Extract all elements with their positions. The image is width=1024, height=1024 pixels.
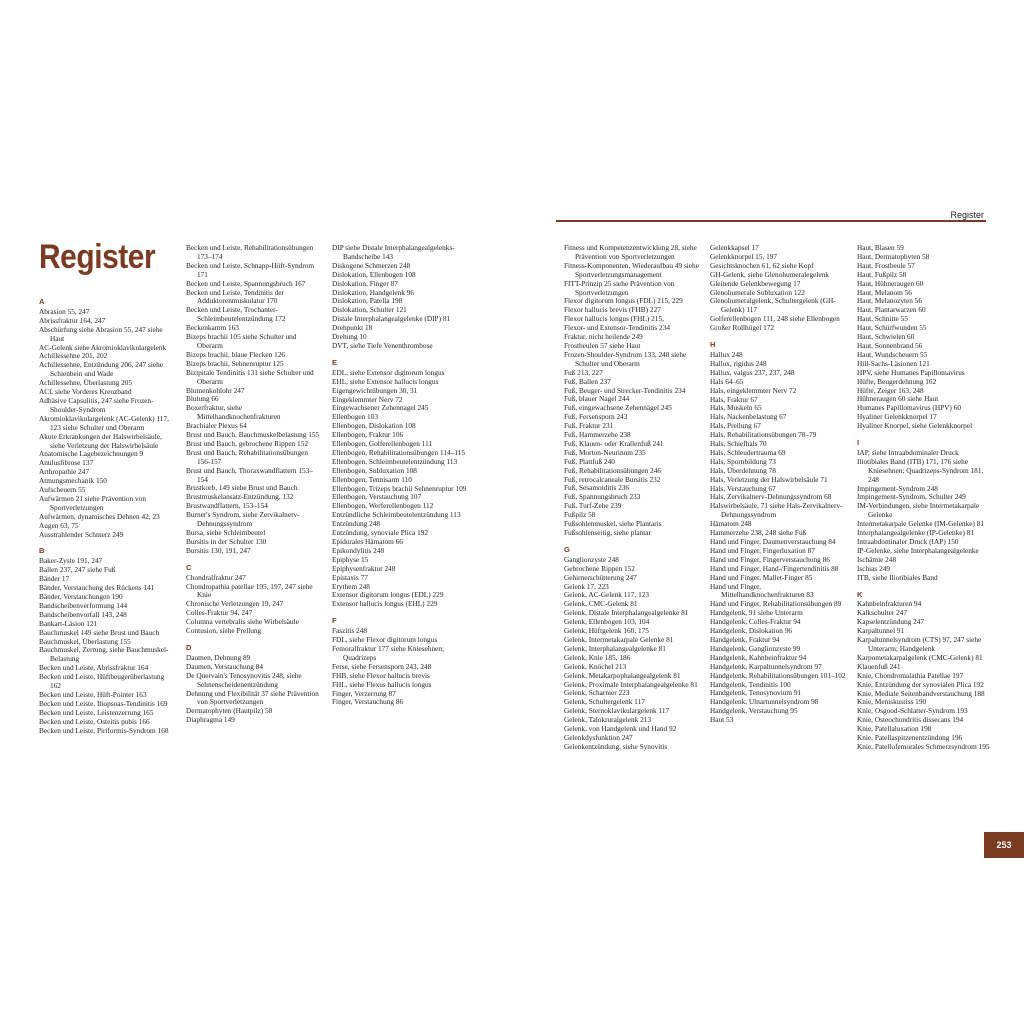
index-entry: Haut, Dermatophyten 58 xyxy=(857,251,930,261)
index-entry: Kalkschulter 247 xyxy=(857,608,908,618)
index-entry: Entzündliche Schleimbeutelentzündung 113 xyxy=(332,510,461,520)
index-entry: Handgelenk, Tendinitis 100 xyxy=(710,679,791,689)
index-entry: Bauchmuskel 149 siehe Brust und Bauch xyxy=(39,627,160,637)
index-entry: Ellenbogen, Subluxation 108 xyxy=(332,465,417,475)
index-entry: Columna vertebralis siehe Wirbelsäule xyxy=(186,617,299,627)
book-page xyxy=(0,166,1024,858)
index-entry: Fitness und Kompetenzentwicklung 28, siehe Prävention von Sportverletzungen xyxy=(564,243,697,261)
index-entry: Handgelenk, Verstauchung 95 xyxy=(710,706,798,716)
index-entry: Becken und Leiste, Schnapp-Hüft-Syndrom 171 xyxy=(186,260,315,279)
index-entry: Fuß, Spannungsbruch 233 xyxy=(564,492,641,502)
index-entry: Intermetakarpale Gelenke (IM-Gelenke) 81 xyxy=(857,519,985,529)
index-entry: Baker-Zyste 191, 247 xyxy=(39,556,103,566)
index-letter-heading: H xyxy=(710,340,716,350)
index-entry: Großer Rollhügel 172 xyxy=(710,323,775,333)
index-entry: Eingeklemmter Nerv 72 xyxy=(332,394,403,404)
index-entry: AC-Gelenk siehe Akromioklavikulargelenk xyxy=(39,342,167,352)
index-entry: Brust und Bauch, Rehabilitationsübungen 156-157 xyxy=(186,447,309,466)
index-entry: Fuß, Fraktur 231 xyxy=(564,421,614,431)
index-entry: Fraktur, nicht heilende 249 xyxy=(564,332,643,342)
index-entry: Hals, Rehabilitationsübungen 78–79 xyxy=(710,430,817,440)
index-entry: Handgelenk, Rehabilitationsübungen 101–102 xyxy=(710,670,846,680)
index-entry: Bizipitale Tendinitis 131 siehe Schulter und Oberarm xyxy=(186,367,314,386)
index-entry: Hals, Verletzung der Halswirbelsäule 71 xyxy=(710,474,828,484)
index-entry: Gelenk, CMC-Gelenk 81 xyxy=(564,599,638,609)
index-column-1 xyxy=(39,298,175,736)
index-entry: Achillessehne, Überlastung 205 xyxy=(39,378,133,388)
index-entry: Hämatom 248 xyxy=(710,519,752,529)
index-entry: Hill-Sachs-Läsionen 121 xyxy=(857,358,930,368)
index-entry: Achillessehne 201, 202 xyxy=(39,351,108,361)
index-entry: Gelenk, Scharnier 223 xyxy=(564,688,630,698)
index-entry: Handgelenk, 91 siehe Unterarm xyxy=(710,608,803,618)
index-entry: Akromioklavikulargelenk (AC-Gelenk) 117, 123 siehe Schulter und Oberarm xyxy=(39,413,169,432)
index-entry: Impingement-Syndrom 248 xyxy=(857,483,938,493)
index-entry: Hallux, valgus 237, 237, 248 xyxy=(710,367,795,377)
index-entry: Gelenkknorpel 15, 197 xyxy=(710,251,778,261)
index-entry: Gelenk, Knöchel 213 xyxy=(564,661,627,671)
index-entry: Fuß, Klauen- oder Krallenfuß 241 xyxy=(564,438,664,448)
index-entry: Ischias 249 xyxy=(857,563,891,573)
page-title: Register xyxy=(39,238,156,276)
index-entry: Distale Interphalangealgelenke (DIP) 81 xyxy=(332,314,451,324)
index-entry: Handgelenk, Tenosynovium 91 xyxy=(710,688,802,698)
index-entry: Faszitis 248 xyxy=(332,626,368,636)
index-entry: Ausstrahlender Schmerz 249 xyxy=(39,529,124,539)
index-entry: Hüfte, Beugerdehnung 162 xyxy=(857,376,937,386)
index-entry: Blutung 66 xyxy=(186,394,219,404)
index-entry: Becken und Leiste, Osteitis pubis 166 xyxy=(39,716,150,726)
index-entry: Haut, Schwielen 60 xyxy=(857,332,915,342)
index-entry: Knie, Patellaluxation 198 xyxy=(857,724,932,734)
index-entry: FITT-Prinzip 25 siehe Prävention von Sportverletzungen xyxy=(564,278,675,297)
index-entry: Handgelenk, Ulnartunnelsyndrom 98 xyxy=(710,697,819,707)
index-letter-heading: A xyxy=(39,297,45,306)
index-entry: Gelenk, Talokruralgelenk 213 xyxy=(564,715,652,725)
index-entry: Knie, Patellofemorales Schmerzsyndrom 195 xyxy=(857,741,990,751)
index-entry: Dislokation, Schulter 121 xyxy=(332,305,407,315)
index-entry: Hallux 248 xyxy=(710,349,743,359)
index-entry: Chondropathia patellae 195, 197, 247 siehe Knie xyxy=(186,581,313,600)
index-entry: Adhäsive Capsulitis, 247 siehe Frozen-Shoulder-Syndrom xyxy=(39,395,154,414)
index-column-6 xyxy=(857,244,993,752)
index-entry: De Quervain's Tenosynovitis 248, siehe Sehnenscheidenentzündung xyxy=(186,670,302,689)
index-entry: Fuß, blauer Nagel 244 xyxy=(564,394,630,404)
index-entry: Ellenbogen, Tennisarm 110 xyxy=(332,474,412,484)
index-entry: Hals, Schiefhals 70 xyxy=(710,439,767,449)
index-column-5 xyxy=(710,244,846,725)
index-entry: Gelenk, Proximale Interphalangealgelenke 81 xyxy=(564,679,698,689)
index-entry: IP-Gelenke, siehe Interphalangealgelenke xyxy=(857,545,979,555)
index-entry: Becken und Leiste, Leistenzerrung 165 xyxy=(39,707,154,717)
index-letter-heading: K xyxy=(857,589,863,599)
index-entry: Gelenk, Metakarpophalangealgelenk 81 xyxy=(564,670,681,680)
index-entry: Abrasion 55, 247 xyxy=(39,306,90,316)
index-entry: Ganglionzyste 248 xyxy=(564,554,619,564)
index-entry: Diskogene Schmerzen 248 xyxy=(332,260,411,270)
index-entry: Klauenfuß 241 xyxy=(857,661,901,671)
index-entry: Bänder, Verstauchungen 190 xyxy=(39,592,123,601)
index-entry: Augen 63, 75 xyxy=(39,520,79,530)
index-entry: Bänder 17 xyxy=(39,574,70,584)
index-entry: Bankart-Läsion 121 xyxy=(39,618,98,628)
index-entry: Karpaltunnel 91 xyxy=(857,626,905,636)
index-entry: Gelenk, Distale Interphalangealgelenke 81 xyxy=(564,608,689,618)
index-entry: Finger, Verstauchung 86 xyxy=(332,697,404,707)
index-entry: Fuß, Hammerzehe 238 xyxy=(564,430,631,440)
page-number: 253 xyxy=(996,840,1012,850)
index-entry: Arthropathie 247 xyxy=(39,467,90,477)
index-entry: Beckenkamm 163 xyxy=(186,323,239,333)
index-entry: Knie, Osgood-Schlatter-Syndrom 193 xyxy=(857,706,968,716)
index-entry: Hals, Fraktur 67 xyxy=(710,394,758,404)
index-entry: Entzündung, synoviale Plica 192 xyxy=(332,528,429,538)
index-entry: Fuß, Beuger- und Strecker-Tendinitis 234 xyxy=(564,385,686,395)
index-entry: Fuß, Sesamoiditis 236 xyxy=(564,483,630,493)
index-entry: Extensor hallucis longus (EHL) 229 xyxy=(332,599,438,609)
index-entry: Brachialer Plexus 64 xyxy=(186,421,247,431)
index-entry: Gelenkentzündung, siehe Synovitis xyxy=(564,741,668,751)
index-entry: Bizeps brachii, Sehnenruptur 125 xyxy=(186,358,284,368)
index-entry: Brust und Bauch, gebrochene Rippen 152 xyxy=(186,438,308,448)
index-entry: Fuß, Turf-Zehe 239 xyxy=(564,501,622,511)
index-entry: EHL, siehe Extensor hallucis longus xyxy=(332,376,439,386)
index-entry: Dehnung und Flexibilität 37 siehe Prävention von Sportverletzungen xyxy=(186,688,319,707)
index-entry: Haut, Blasen 59 xyxy=(857,243,904,252)
index-entry: Hand und Finger, Rehabilitationsübungen 89 xyxy=(710,599,842,609)
index-entry: Ellenbogen 103 xyxy=(332,412,379,422)
index-entry: Haut, Frostbeule 57 xyxy=(857,260,915,270)
index-entry: Fuß, Morton-Neurinom 235 xyxy=(564,447,646,457)
index-entry: Daumen, Dehnung 89 xyxy=(186,652,251,662)
index-entry: Hühneraugen 60 siehe Haut xyxy=(857,394,939,404)
index-entry: Hals, Zervikalnerv-Dehnungssyndrom 68 xyxy=(710,492,832,502)
index-entry: Hals, Muskeln 65 xyxy=(710,403,762,413)
index-entry: Becken und Leiste, Hüftbeugerüberlastung 162 xyxy=(39,672,165,691)
index-entry: Kahnbeinfrakturen 94 xyxy=(857,599,922,609)
index-entry: Haut, Schnitte 55 xyxy=(857,314,908,324)
index-entry: DVT, siehe Tiefe Venenthrombose xyxy=(332,340,433,350)
index-entry: Contusion, siehe Prellung xyxy=(186,626,262,636)
index-entry: Haut 53 xyxy=(710,715,734,725)
index-entry: Hüfte, Zeiger 163, 248 xyxy=(857,385,924,395)
index-entry: ITB, siehe Iliotibiales Band xyxy=(857,572,938,582)
index-entry: Hand und Finger, Mallet-Finger 85 xyxy=(710,572,813,582)
index-entry: Frostbeulen 57 siehe Haut xyxy=(564,340,641,350)
index-entry: Hals, Nackenbelastung 67 xyxy=(710,412,787,422)
index-entry: Handgelenk, Kahnbeinfraktur 94 xyxy=(710,652,807,662)
index-letter-heading: E xyxy=(332,357,338,367)
index-letter-heading: B xyxy=(39,546,45,556)
index-entry: Fußsohlenmuskel, siehe Plantaris xyxy=(564,519,662,529)
index-entry: Handgelenk, Ganglionzyste 99 xyxy=(710,643,801,653)
index-entry: Hals, Überdehnung 78 xyxy=(710,465,776,475)
index-entry: Drehpunkt 18 xyxy=(332,323,373,333)
index-entry: Interphalangealgelenke (IP-Gelenke) 81 xyxy=(857,528,975,538)
index-entry: Flexor hallucis brevis (FHB) 227 xyxy=(564,305,661,315)
index-entry: Anatomische Lagebezeichnungen 9 xyxy=(39,449,144,459)
index-letter-heading: G xyxy=(564,544,570,554)
index-entry: Femoralfraktur 177 siehe Kniesehnen; Quadrizeps xyxy=(332,643,445,662)
index-entry: Fußpilz 58 xyxy=(564,510,596,520)
running-header: Register xyxy=(950,210,984,220)
index-entry: Gebrochene Rippen 152 xyxy=(564,563,635,573)
index-entry: Bursitis 130, 191, 247 xyxy=(186,545,251,555)
index-entry: Brust und Bauch, Thoraxwandflattern 153–154 xyxy=(186,465,313,484)
index-entry: Hyaliner Gelenkknorpel 17 xyxy=(857,412,937,422)
index-entry: Gesichtsknochen 61, 62 siehe Kopf xyxy=(710,260,814,270)
index-entry: Fuß, Plattfuß 240 xyxy=(564,456,615,466)
index-entry: Ellenbogen, Schleimbeutelentzündung 113 xyxy=(332,456,458,466)
index-entry: Chronische Verletzungen 19, 247 xyxy=(186,599,284,609)
index-entry: Eingewachsener Zehennagel 245 xyxy=(332,403,429,413)
index-entry: Gehirnerschütterung 247 xyxy=(564,572,637,582)
index-entry: Hand und Finger, Daumenverstauchung 84 xyxy=(710,537,836,546)
index-entry: Hals, Verstauchung 67 xyxy=(710,483,776,493)
index-entry: Gelenk, Hüftgelenk 160, 175 xyxy=(564,626,649,636)
index-entry: Becken und Leiste, Trochanter-Schleimbeutelentzündung 172 xyxy=(186,305,286,324)
index-entry: Diaphragma 149 xyxy=(186,715,235,725)
index-entry: Knie, Mediale Seitenbandverstauchung 188 xyxy=(857,688,985,698)
index-entry: Glenohumeralgelenk, Schultergelenk (GH-Gelenk) 117 xyxy=(710,296,836,315)
index-entry: DIP siehe Distale Interphalangealgelenks-Bandscheibe 143 xyxy=(332,243,455,261)
index-entry: Handgelenk, Fraktur 94 xyxy=(710,634,780,644)
index-entry: Ellenbogen, Dislokation 108 xyxy=(332,421,416,431)
index-entry: Becken und Leiste, Rehabilitationsübungen 173–174 xyxy=(186,243,314,261)
index-entry: Finger, Verzerrung 87 xyxy=(332,688,396,698)
index-entry: Flexor hallucis longus (FHL) 215, xyxy=(564,314,664,324)
index-entry: Hand und Finger, Hand-/Fingertendinitis 88 xyxy=(710,563,839,573)
index-entry: Bänder, Verstauchung des Rückens 141 xyxy=(39,583,155,593)
index-entry: Dislokation, Finger 87 xyxy=(332,278,398,288)
index-entry: FHB, siehe Flexor hallucis brevis xyxy=(332,670,430,680)
index-entry: GH-Gelenk, siehe Glenohumeralegelenk xyxy=(710,269,829,279)
index-entry: Hand und Finger, Fingerverstauchung 86 xyxy=(710,554,830,564)
index-entry: Gelenk, AC-Gelenk 117, 123 xyxy=(564,590,650,600)
index-entry: Achillessehne, Entzündung 206, 247 siehe Schienbein und Wade xyxy=(39,360,164,379)
index-entry: Knie, Meniskusriss 190 xyxy=(857,697,927,707)
index-entry: Epidurales Hämatom 66 xyxy=(332,537,403,546)
index-column-3 xyxy=(332,244,468,707)
index-letter-heading: D xyxy=(186,642,192,652)
index-entry: Fitness-Komponenten, Wiederaufbau 49 siehe Sportverletzungsmanagement xyxy=(564,260,699,279)
index-entry: Epiphyse 15 xyxy=(332,554,369,564)
index-entry: Fuß, Ballen 237 xyxy=(564,376,611,386)
index-entry: Gelenk, Sternoklavikulargelenk 117 xyxy=(564,706,670,716)
index-entry: Erythem 248 xyxy=(332,581,370,591)
index-entry: Knie, Patellaspitzenentzündung 196 xyxy=(857,733,963,743)
index-entry: Becken und Leiste, Iliopsoas-Tendinitis 169 xyxy=(39,698,168,708)
index-entry: Ellenbogen, Rehabilitationsübungen 114–115 xyxy=(332,447,466,457)
index-entry: Epistaxis 77 xyxy=(332,572,368,582)
index-entry: Daumen, Verstauchung 84 xyxy=(186,661,264,671)
index-entry: Knie, Osteochondritis dissecans 194 xyxy=(857,715,964,725)
index-entry: Fußsohlenseitig, siehe plantar xyxy=(564,528,651,537)
index-entry: Aufwärmen 21 siehe Prävention von Sportverletzungen xyxy=(39,493,146,512)
index-entry: Hand und Finger, Mittelhandknochenfrakturen 83 xyxy=(710,581,814,600)
index-entry: Gelenk, Schultergelenk 117 xyxy=(564,697,645,707)
index-entry: Becken und Leiste, Tendinitis der Adduktorenmuskulatur 170 xyxy=(186,287,285,306)
index-entry: Intraabdominaler Druck (IAP) 150 xyxy=(857,537,959,546)
index-entry: FHL, siehe Flexus hallucis longus xyxy=(332,679,432,689)
index-entry: Knie, Entzündung der synovialen Plica 192 xyxy=(857,679,984,689)
index-entry: Hals 64–65 xyxy=(710,376,744,386)
index-entry: Hals, Schleudertrauma 69 xyxy=(710,447,786,457)
index-entry: Karpometakarpalgelenk (CMC-Gelenk) 81 xyxy=(857,652,983,662)
index-entry: Ellenbogen, Fraktur 106 xyxy=(332,430,404,440)
index-entry: Gelenk, von Handgelenk und Hand 92 xyxy=(564,724,677,734)
index-entry: Dislokation, Handgelenk 96 xyxy=(332,287,415,297)
index-entry: Colles-Fraktur 94, 247 xyxy=(186,608,253,618)
index-entry: Gleitende Gelenkbewegung 17 xyxy=(710,278,801,288)
index-entry: Bandscheibenvorfall 143, 248 xyxy=(39,609,127,619)
index-entry: Fuß 213, 227 xyxy=(564,367,603,377)
index-entry: Eigengewichtübungen 30, 31 xyxy=(332,385,418,395)
index-entry: Becken und Leiste, Piriformis-Syndrom 168 xyxy=(39,725,169,735)
index-entry: Ellenbogen, Trizeps brachii Sehnenruptur 109 xyxy=(332,483,467,493)
index-entry: Hallux, rigidus 248 xyxy=(710,358,767,368)
index-entry: Gelenkdysfunktion 247 xyxy=(564,732,633,742)
index-entry: Ellenbogen, Golferellenbogen 111 xyxy=(332,439,433,449)
index-entry: Abschürfung siehe Abrasion 55, 247 siehe Haut xyxy=(39,324,163,343)
index-entry: Brustwandflattern, 153–154 xyxy=(186,501,268,511)
index-entry: Haut, Sonnenbrand 56 xyxy=(857,340,923,350)
index-entry: Fuß, retrocalcaneale Bursitis 232 xyxy=(564,474,661,484)
index-column-4 xyxy=(564,244,700,752)
index-entry: HPV, siehe Humanes Papillomavirus xyxy=(857,367,965,377)
index-entry: Glenohumerale Subluxation 122 xyxy=(710,287,805,297)
index-entry: Hyaliner Knorpel, siehe Gelenkknorpel xyxy=(857,421,973,431)
index-entry: IM-Verbindungen, siehe Intermetakarpale Gelenke xyxy=(857,501,980,520)
index-entry: Haut, Hühneraugen 60 xyxy=(857,278,924,288)
index-entry: Fuß, Fersensporn 243 xyxy=(564,412,628,422)
index-entry: Handgelenk, Dislokation 96 xyxy=(710,626,793,636)
index-entry: Knie, Chondromalathia Patellae 197 xyxy=(857,670,964,680)
index-entry: Brustmuskelansatz-Entzündung, 132 xyxy=(186,492,294,502)
index-entry: Gelenkkapsel 17 xyxy=(710,243,759,252)
index-entry: Akute Erkrankungen der Halswirbelsäule, siehe Verletzung der Halswirbelsäule xyxy=(39,431,162,450)
index-entry: IAP, siehe Intraabdominaler Druck xyxy=(857,447,959,457)
index-entry: Epiphysenfraktur 248 xyxy=(332,563,396,573)
index-entry: Gelenk, Knie 185, 186 xyxy=(564,652,631,662)
index-entry: Becken und Leiste, Abrissfraktur 164 xyxy=(39,663,149,673)
index-entry: Haut, Plantarwarzen 60 xyxy=(857,305,926,315)
index-entry: Haut, Wundscheuern 55 xyxy=(857,349,928,359)
index-entry: Flexor digitorum longus (FDL) 215, 229 xyxy=(564,296,683,306)
index-entry: Dermatophyten (Hautpilz) 58 xyxy=(186,706,273,716)
index-column-2 xyxy=(186,244,322,725)
index-entry: FDL, siehe Flexor digitorum longus xyxy=(332,635,438,645)
index-entry: Entzündung 248 xyxy=(332,519,381,529)
index-entry: Aufwärmen, dynamisches Dehnen 42, 23 xyxy=(39,511,160,521)
index-entry: Gelenk, Interphalangealgelenke 81 xyxy=(564,643,666,653)
index-entry: Karpaltunnelsyndrom (CTS) 97, 247 siehe Unterarm; Handgelenk xyxy=(857,635,982,653)
index-entry: ACL siehe Vorderes Kreuzband xyxy=(39,387,132,397)
index-entry: Haut, Melanom 56 xyxy=(857,287,912,297)
index-entry: Burner's Syndrom, siehe Zervikalnerv-Dehnungssyndrom xyxy=(186,510,300,529)
index-entry: Bandscheibenverformung 144 xyxy=(39,600,128,610)
index-entry: Bursa, siehe Schleimbeutel xyxy=(186,528,266,537)
index-entry: Hals, Prellung 67 xyxy=(710,421,761,431)
index-entry: Brust und Bauch, Bauchmuskelbelastung 155 xyxy=(186,430,320,440)
index-entry: Fuß, Rehabilitationsübungen 246 xyxy=(564,465,662,475)
index-entry: Humanes Papillomavirus (HPV) 60 xyxy=(857,403,961,413)
index-entry: Abrissfraktur 164, 247 xyxy=(39,315,106,325)
index-letter-heading: F xyxy=(332,616,337,626)
index-entry: Haut, Schürfwunden 55 xyxy=(857,323,927,333)
index-entry: Becken und Leiste, Spannungsbruch 167 xyxy=(186,278,306,288)
index-entry: Atmungsmechanik 150 xyxy=(39,476,107,486)
index-entry: Flexor- und Extensor-Tendinitis 234 xyxy=(564,323,671,333)
index-entry: Hammerzehe 238, 248 siehe Fuß xyxy=(710,528,807,538)
index-entry: Becken und Leiste, Hüft-Pointer 163 xyxy=(39,689,147,699)
index-entry: Gelenk, Ellenbogen 103, 104 xyxy=(564,617,650,627)
index-entry: Bizeps brachii 105 siehe Schulter und Oberarm xyxy=(186,332,297,350)
index-entry: Handgelenk, Karpaltunnelsyndrom 97 xyxy=(710,661,822,671)
index-entry: Bauchmuskel, Zerrung, siehe Bauchmuskel-Belastung xyxy=(39,645,169,664)
index-entry: Ferse, siehe Fersensporn 243, 248 xyxy=(332,661,432,671)
index-entry: Bizeps brachii, blaue Flecken 126 xyxy=(186,349,286,359)
index-entry: Handgelenk, Colles-Fraktur 94 xyxy=(710,617,801,627)
index-entry: Chondralfraktur 247 xyxy=(186,572,246,582)
index-entry: Kapselentzündung 247 xyxy=(857,617,925,627)
index-entry: Hand und Finger, Fingerluxation 87 xyxy=(710,545,815,555)
index-letter-heading: C xyxy=(186,562,192,572)
index-entry: Fuß, eingewachsene Zehennägel 245 xyxy=(564,403,672,413)
index-entry: Extensor digitorum longus (EDL) 229 xyxy=(332,590,444,600)
index-entry: Gelenk 17, 223 xyxy=(564,581,609,591)
index-entry: Bauchmuskel, Überlastung 155 xyxy=(39,636,131,646)
index-entry: Haut, Fußpilz 58 xyxy=(857,269,907,279)
index-letter-heading: I xyxy=(857,438,860,448)
index-entry: Anulusfibrose 137 xyxy=(39,458,94,468)
index-entry: Ischämie 248 xyxy=(857,554,897,564)
index-entry: Haut, Melanozyten 56 xyxy=(857,296,923,306)
index-entry: Boxerfraktur, siehe Mittelhandknochenfrakturen xyxy=(186,403,281,422)
header-rule xyxy=(556,220,986,222)
index-entry: Hals, eingeklemmter Nerv 72 xyxy=(710,385,797,395)
index-entry: Hals, Spornbildung 73 xyxy=(710,456,776,466)
index-entry: Bursitis in der Schulter 130 xyxy=(186,536,267,546)
index-entry: Iliotibiales Band (ITB) 171, 176 siehe Kniesehnen; Quadrizeps-Syndrom 181, 248 xyxy=(857,456,984,484)
index-entry: Epikondylitis 248 xyxy=(332,545,385,555)
index-entry: EDL, siehe Extensor digitorum longus xyxy=(332,367,445,377)
index-entry: Blumenkohlohr 247 xyxy=(186,385,245,395)
index-entry: Ballen 237, 247 siehe Fuß xyxy=(39,565,116,575)
index-entry: Drehung 10 xyxy=(332,332,367,342)
index-entry: Ellenbogen, Werferellenbogen 112 xyxy=(332,501,434,511)
index-entry: Aufscheuern 55 xyxy=(39,485,86,495)
index-entry: Dislokation, Ellenbogen 108 xyxy=(332,269,416,279)
index-entry: Frozen-Shoulder-Syndrom 133, 248 siehe Schulter und Oberarm xyxy=(564,349,687,368)
index-entry: Golferellenbogen 111, 248 siehe Ellenbogen xyxy=(710,314,840,324)
index-entry: Halswirbelsäule, 71 siehe Hals-Zervikalnerv-Dehnungssyndrom xyxy=(710,501,843,520)
index-entry: Gelenk, Intermetakarpale Gelenke 81 xyxy=(564,634,674,644)
index-entry: Brustkorb, 149 siehe Brust und Bauch xyxy=(186,483,298,493)
index-entry: Dislokation, Patella 198 xyxy=(332,296,403,306)
index-entry: Ellenbogen, Verstauchung 107 xyxy=(332,492,422,502)
index-entry: Impingement-Syndrom, Schulter 249 xyxy=(857,492,966,502)
